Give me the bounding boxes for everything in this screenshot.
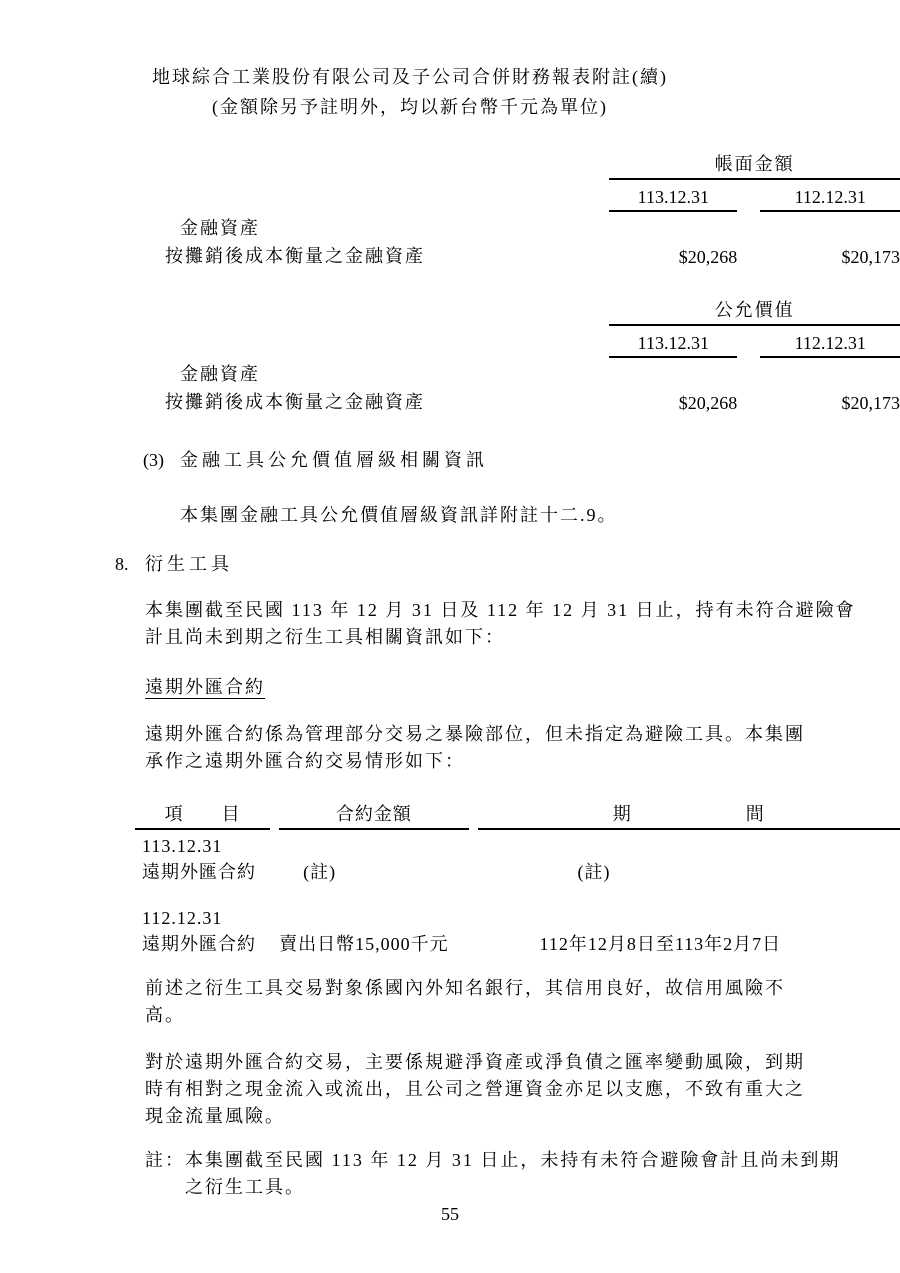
section8-intro-paragraph: [145, 597, 900, 651]
column-header-112: 112.12.31: [760, 325, 900, 357]
row-value: $20,173: [841, 393, 900, 413]
row-value: [609, 211, 737, 240]
section8-number: 8.: [115, 554, 129, 574]
section3-body: 本集團金融工具公允價值層級資訊詳附註十二.9。: [180, 505, 618, 525]
contract-amount: 賣出日幣15,000千元: [279, 934, 449, 954]
contract-period: 112年12月8日至113年2月7日: [539, 934, 782, 954]
footnote-body: [185, 1147, 840, 1201]
table-row: [135, 902, 900, 929]
credit-risk-paragraph: [145, 975, 900, 1029]
paragraph-line: 計且尚未到期之衍生工具相關資訊如下：: [145, 627, 505, 647]
row-label: 按攤銷後成本衡量之金融資產: [165, 392, 425, 412]
paragraph-line: 之衍生工具。: [185, 1177, 305, 1197]
book-value-table: [163, 148, 900, 268]
group-date: 112.12.31: [142, 908, 223, 928]
table-row: [163, 179, 900, 211]
document-header: [80, 62, 740, 122]
contracts-header-period: 期 間: [478, 799, 900, 829]
row-value: [760, 357, 900, 386]
group-date: 113.12.31: [142, 836, 223, 856]
paragraph-line: 現金流量風險。: [145, 1106, 285, 1126]
table-row: [163, 240, 900, 268]
paragraph-line: 對於遠期外匯合約交易，主要係規避淨資產或淨負債之匯率變動風險，到期: [145, 1052, 805, 1072]
footnote-label: 註：: [145, 1150, 185, 1170]
section3-heading: [143, 447, 900, 474]
paragraph-line: 本集團截至民國 113 年 12 月 31 日止，未持有未符合避險會計且尚未到期: [185, 1150, 841, 1170]
table-row: [163, 386, 900, 414]
paragraph-line: 本集團截至民國 113 年 12 月 31 日及 112 年 12 月 31 日止，持有未符合避險會: [145, 600, 856, 620]
row-label: 金融資產: [180, 364, 260, 384]
row-label: 按攤銷後成本衡量之金融資產: [165, 246, 425, 266]
section3-number: (3): [143, 450, 164, 470]
fair-value-group-header: 公允價值: [609, 294, 900, 325]
contract-item: 遠期外匯合約: [142, 934, 256, 954]
column-header-113: 113.12.31: [609, 325, 737, 357]
table-row: [163, 148, 900, 179]
row-value: [609, 357, 737, 386]
section8-heading: [115, 551, 900, 578]
column-header-112: 112.12.31: [760, 179, 900, 211]
row-value: $20,173: [841, 247, 900, 267]
column-header-113: 113.12.31: [609, 179, 737, 211]
contracts-header-item: 項 目: [135, 799, 270, 829]
table-header-row: [135, 799, 900, 829]
contract-amount: (註): [303, 862, 337, 882]
table-row: [135, 857, 900, 884]
section3-title: 金融工具公允價值層級相關資訊: [180, 450, 488, 470]
book-value-group-header: 帳面金額: [609, 148, 900, 179]
table-row: [163, 211, 900, 240]
table-row: [135, 929, 900, 956]
row-value: [760, 211, 900, 240]
fair-value-table: [163, 294, 900, 414]
paragraph-line: 前述之衍生工具交易對象係國內外知名銀行，其信用良好，故信用風險不: [145, 978, 785, 998]
cash-flow-risk-paragraph: [145, 1049, 900, 1130]
row-label: 金融資產: [180, 218, 260, 238]
table-row: [163, 357, 900, 386]
paragraph-line: 承作之遠期外匯合約交易情形如下：: [145, 751, 465, 771]
contracts-table: [135, 799, 900, 956]
table-row: [163, 325, 900, 357]
forward-contract-description: [145, 721, 900, 775]
section8-title: 衍生工具: [145, 554, 233, 574]
page-number: 55: [441, 1204, 459, 1224]
row-value: $20,268: [678, 247, 738, 267]
table-row: [135, 829, 900, 857]
contract-period: (註): [577, 862, 611, 882]
contract-item: 遠期外匯合約: [142, 862, 256, 882]
row-value: $20,268: [678, 393, 738, 413]
paragraph-line: 遠期外匯合約係為管理部分交易之暴險部位，但未指定為避險工具。本集團: [145, 724, 805, 744]
paragraph-line: 時有相對之現金流入或流出，且公司之營運資金亦足以支應，不致有重大之: [145, 1079, 805, 1099]
document-title: 地球綜合工業股份有限公司及子公司合併財務報表附註(續): [152, 67, 668, 87]
table-row: [163, 294, 900, 325]
document-subtitle: (金額除另予註明外，均以新台幣千元為單位): [212, 97, 608, 117]
contracts-header-amount: 合約金額: [279, 799, 468, 829]
spacer-row: [135, 884, 900, 902]
paragraph-line: 高。: [145, 1005, 185, 1025]
footnote: [145, 1147, 900, 1201]
forward-contract-subheading: 遠期外匯合約: [145, 677, 265, 697]
